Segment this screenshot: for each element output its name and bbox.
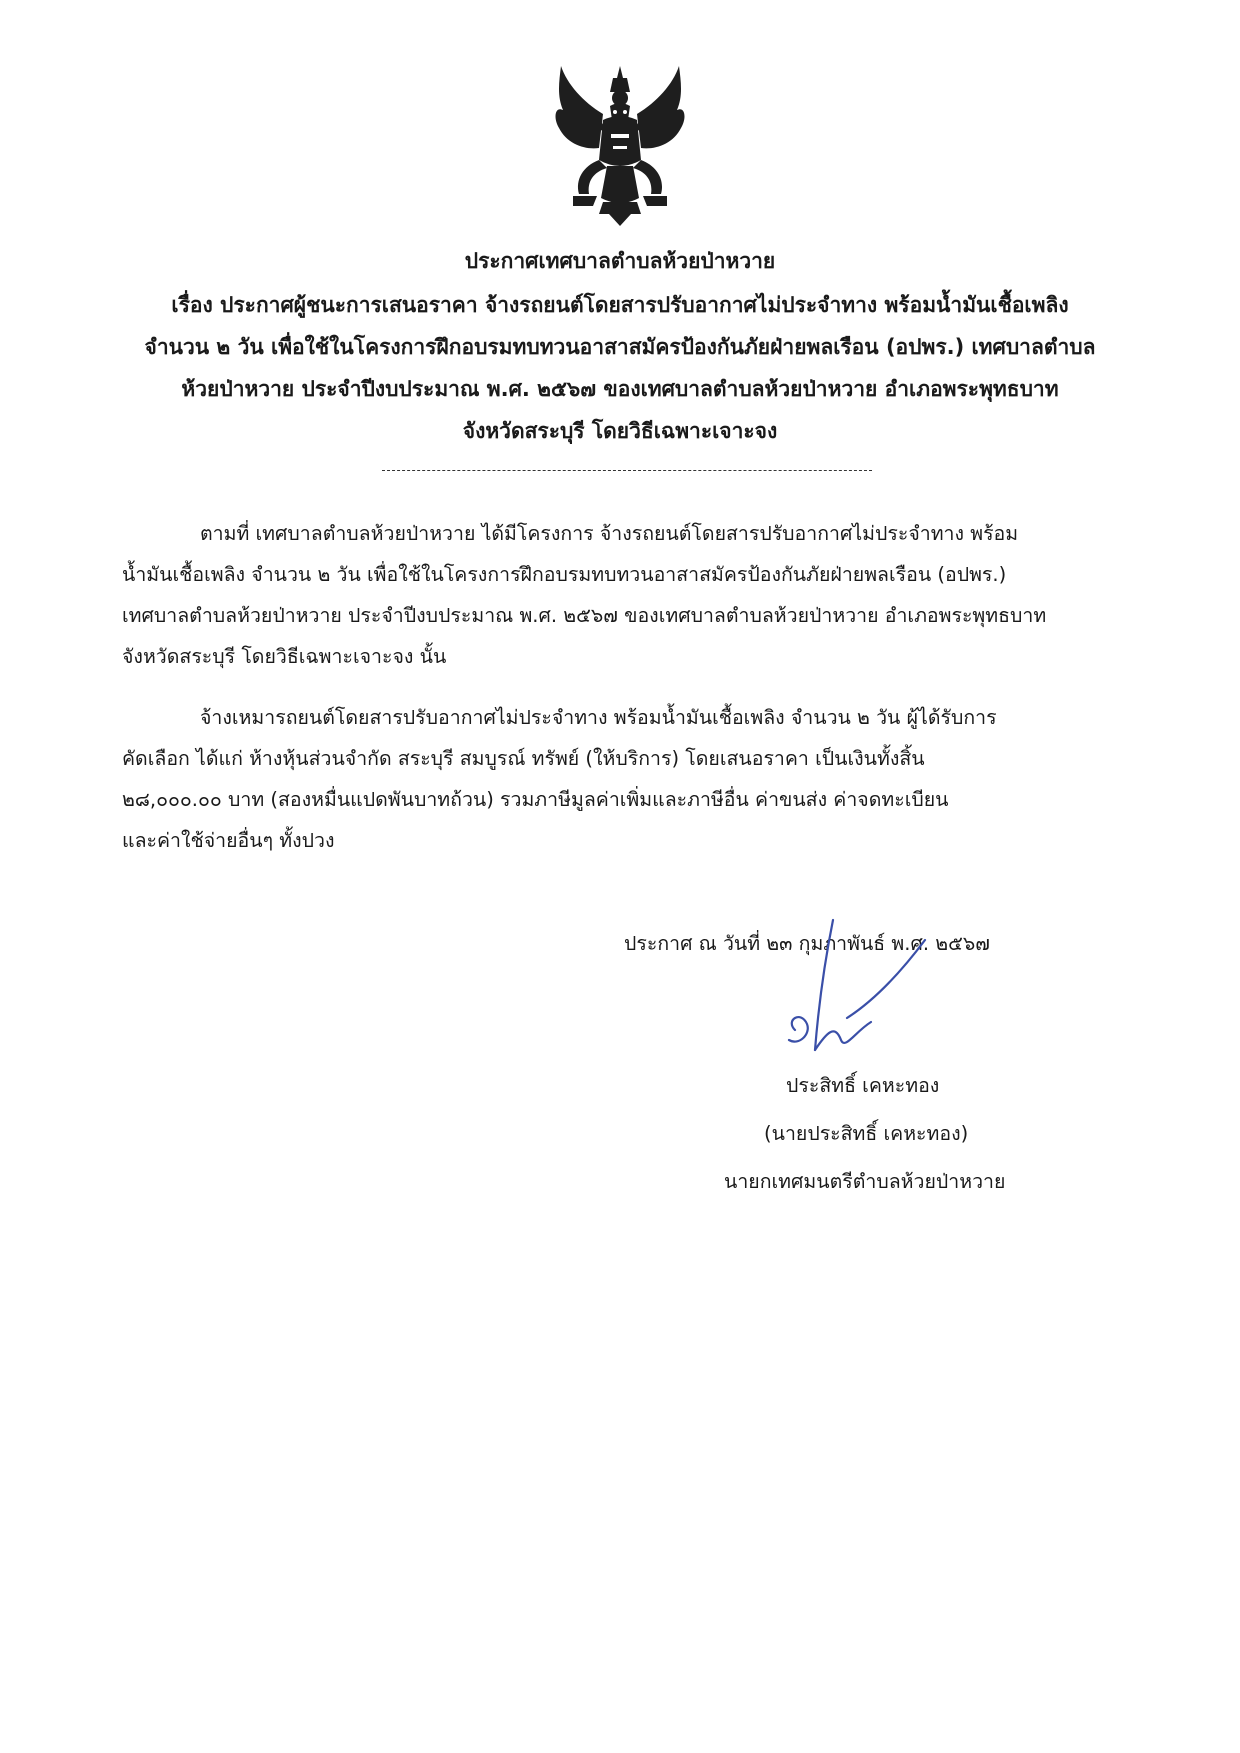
paragraph-line: จังหวัดสระบุรี โดยวิธีเฉพาะเจาะจง นั้น [122,645,447,668]
subject-line: ห้วยป่าหวาย ประจำปีงบประมาณ พ.ศ. ๒๕๖๗ ของเทศบาลตำบลห้วยป่าหวาย อำเภอพระพุทธบาท [181,377,1059,401]
subject-line: จังหวัดสระบุรี โดยวิธีเฉพาะเจาะจง [462,419,778,443]
garuda-emblem-icon [553,62,687,230]
announcement-title: ประกาศเทศบาลตำบลห้วยป่าหวาย [464,249,776,273]
paragraph-line: และค่าใช้จ่ายอื่นๆ ทั้งปวง [122,829,335,852]
subject-line: เรื่อง ประกาศผู้ชนะการเสนอราคา จ้างรถยนต์โดยสารปรับอากาศไม่ประจำทาง พร้อมน้ำมันเชื้อเพลิง [171,293,1069,317]
signer-full-name: (นายประสิทธิ์ เคหะทอง) [764,1122,969,1145]
handwritten-signature [775,900,935,1070]
paragraph-line: ตามที่ เทศบาลตำบลห้วยป่าหวาย ได้มีโครงการ จ้างรถยนต์โดยสารปรับอากาศไม่ประจำทาง พร้อม [200,522,1019,545]
body-paragraph-2 [122,697,1112,861]
signer-name: ประสิทธิ์ เคหะทอง [786,1074,940,1097]
subject-line: จำนวน ๒ วัน เพื่อใช้ในโครงการฝึกอบรมทบทวนอาสาสมัครป้องกันภัยฝ่ายพลเรือน (อปพร.) เทศบาลตำบล [144,335,1096,359]
dashed-divider [382,470,872,471]
announcement-subject [120,284,1120,452]
paragraph-line: จ้างเหมารถยนต์โดยสารปรับอากาศไม่ประจำทาง พร้อมน้ำมันเชื้อเพลิง จำนวน ๒ วัน ผู้ได้รับการ [200,706,997,729]
body-paragraph-1 [122,513,1112,677]
paragraph-line: ๒๘,๐๐๐.๐๐ บาท (สองหมื่นแปดพันบาทถ้วน) รวมภาษีมูลค่าเพิ่มและภาษีอื่น ค่าขนส่ง ค่าจดทะเบียน [122,788,949,811]
paragraph-line: น้ำมันเชื้อเพลิง จำนวน ๒ วัน เพื่อใช้ในโครงการฝึกอบรมทบทวนอาสาสมัครป้องกันภัยฝ่ายพลเรือน (อปพร.) [122,563,1007,586]
announcement-date: ประกาศ ณ วันที่ ๒๓ กุมภาพันธ์ พ.ศ. ๒๕๖๗ [624,932,990,955]
signer-position: นายกเทศมนตรีตำบลห้วยป่าหวาย [724,1170,1006,1193]
paragraph-line: เทศบาลตำบลห้วยป่าหวาย ประจำปีงบประมาณ พ.ศ. ๒๕๖๗ ของเทศบาลตำบลห้วยป่าหวาย อำเภอพระพุทธบาท [122,604,1047,627]
paragraph-line: คัดเลือก ได้แก่ ห้างหุ้นส่วนจำกัด สระบุรี สมบูรณ์ ทรัพย์ (ให้บริการ) โดยเสนอราคา เป็นเงินทั้งสิ้น [122,747,925,770]
